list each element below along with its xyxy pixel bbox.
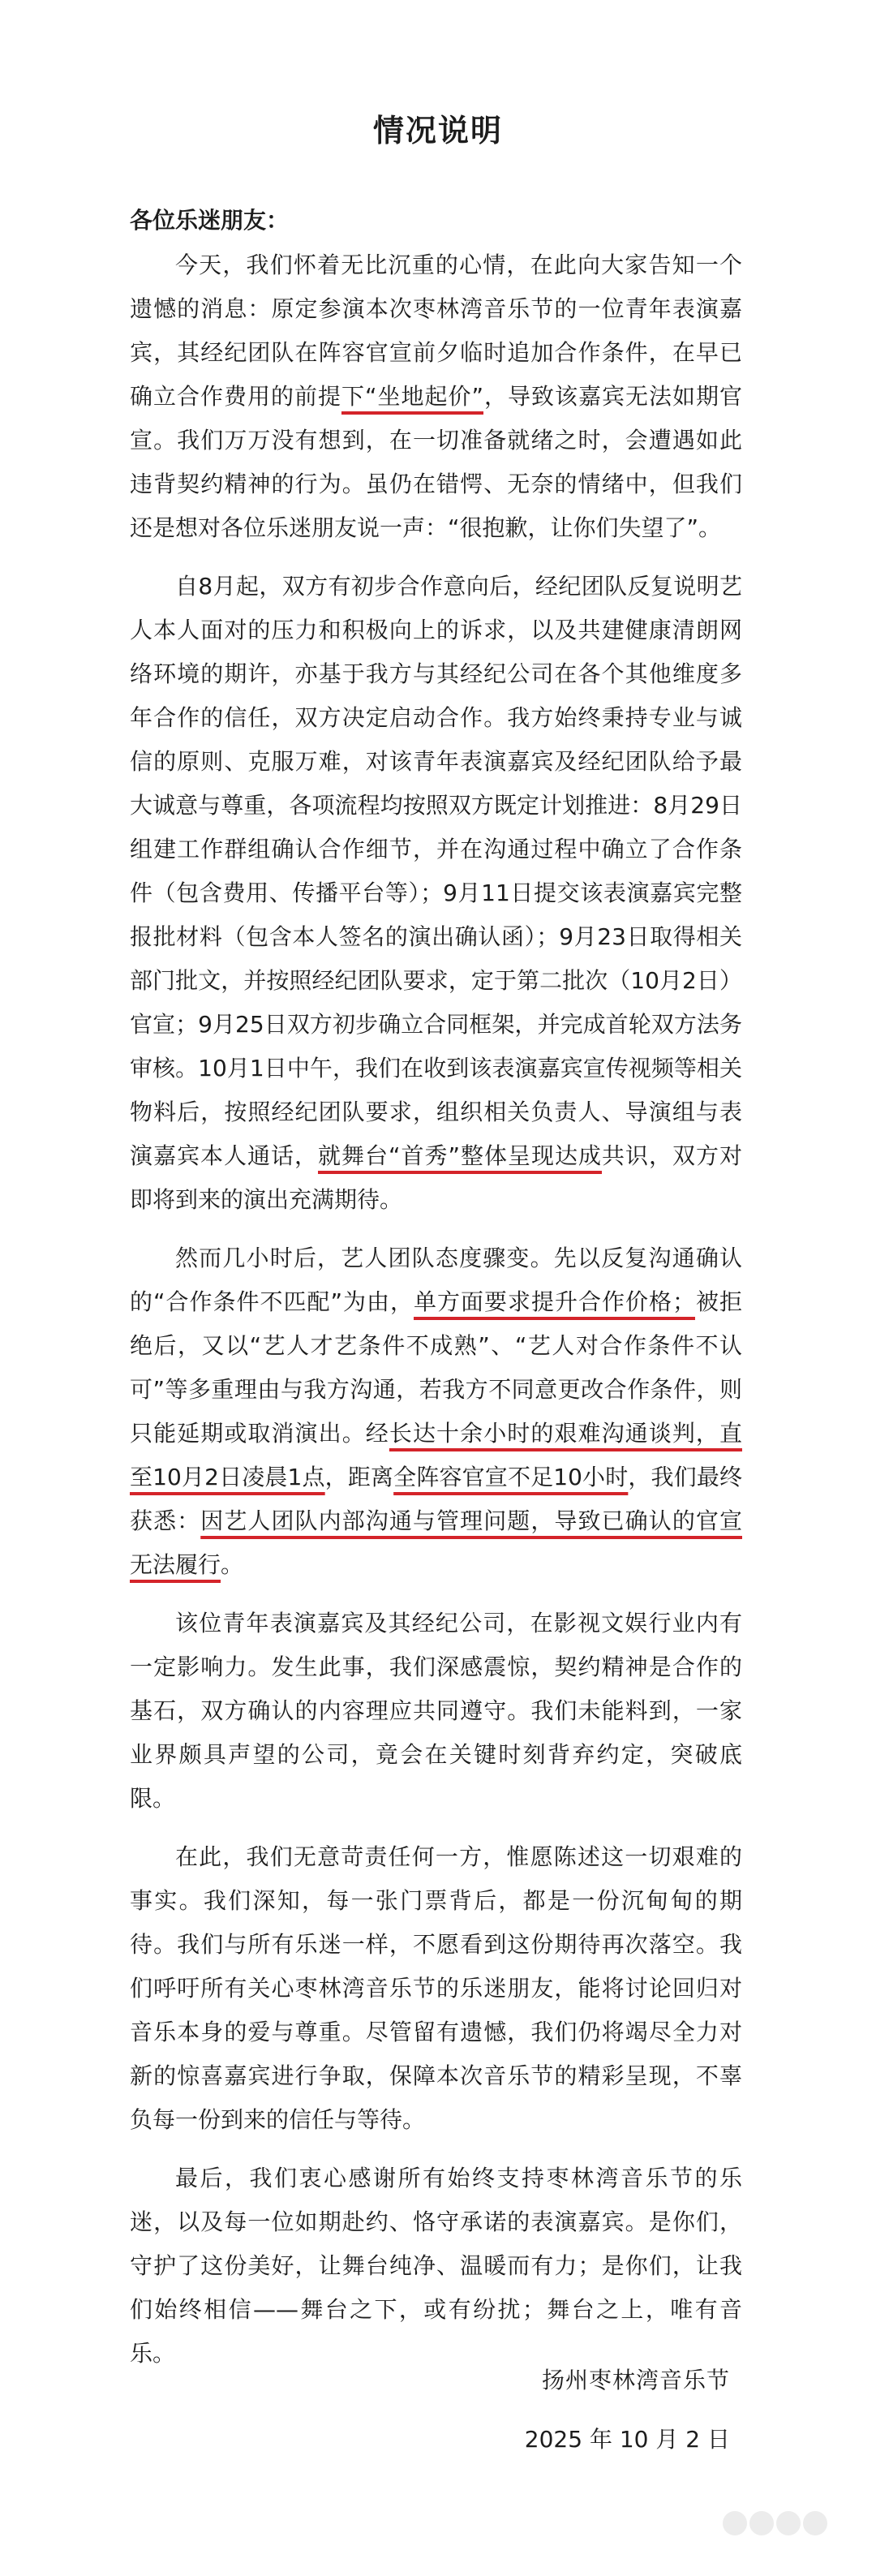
document-body [130,243,742,2390]
paragraph-text: 然而几小时后，艺人团队态度骤变。先以反复沟通确认的“合作条件不匹配”为由， [130,1245,742,1315]
signature-organization: 扬州枣林湾音乐节 [541,2367,730,2393]
paragraph-text: 今天，我们怀着无比沉重的心情，在此向大家告知一个遗憾的消息：原定参演本次枣林湾音乐节的一位青年表演嘉宾，其经纪团队在阵容官宣前夕临时追加合作条件，在早已确立合作费用的前提 [130,252,742,410]
paragraph-text: 被拒绝后，又以“艺人才艺条件不成熟”、“艺人对合作条件不认可”等多重理由与我方沟通，若我方不同意更改合作条件，则只能延期或取消演出。经 [130,1288,742,1447]
body-paragraph [130,565,742,1222]
watermark-dot [803,2511,827,2535]
body-paragraph [130,1602,742,1821]
watermark-dot [723,2511,747,2535]
red-underlined-text: 就舞台“首秀”整体呈现达成 [318,1142,602,1169]
watermark-dot [776,2511,801,2535]
body-paragraph [130,1236,742,1587]
body-paragraph [130,1835,742,2142]
paragraph-text: ，距离 [324,1464,394,1490]
red-underlined-text: 下“坐地起价” [341,383,484,410]
paragraph-text: 共识，双方对即将到来的演出充满期待。 [130,1142,742,1213]
paragraph-text: 自8月起，双方有初步合作意向后，经纪团队反复说明艺人本人面对的压力和积极向上的诉求，以及共建健康清朗网络环境的期许，亦基于我方与其经纪公司在各个其他维度多年合作的信任，双方决定启动合作。我方始终秉持专业与诚信的原则、克服万难，对该青年表演嘉宾及经纪团队给予最大诚意与尊重，各项流程均按照双方既定计划推进：8月29日组建工作群组确认合作细节，并在沟通过程中确立了合作条件（包含费用、传播平台等）；9月11日提交该表演嘉宾完整报批材料（包含本人签名的演出确认函）；9月23日取得相关部门批文，并按照经纪团队要求，定于第二批次（10月2日）官宣；9月25日双方初步确立合同框架，并完成首轮双方法务审核。10月1日中午，我们在收到该表演嘉宾宣传视频等相关物料后，按照经纪团队要求，组织相关负责人、导演组与表演嘉宾本人通话， [130,573,742,1169]
paragraph-text: ，我们最终获悉： [130,1464,742,1534]
red-underlined-text: 全阵容官宣不足10小时 [393,1464,629,1490]
paragraph-text: ，导致该嘉宾无法如期官宣。我们万万没有想到，在一切准备就绪之时，会遭遇如此违背契约精神的行为。虽仍在错愕、无奈的情绪中，但我们还是想对各位乐迷朋友说一声：“很抱歉，让你们失望了”。 [130,383,742,541]
watermark-dot [749,2511,774,2535]
red-underlined-text: 单方面要求提升合作价格； [414,1288,695,1315]
red-underlined-text: 因艺人团队内部沟通与管理问题，导致已确认的官宣无法履行 [130,1507,742,1578]
body-paragraph [130,243,742,550]
document-title: 情况说明 [372,113,503,148]
red-underlined-text: 长达十余小时的艰难沟通谈判，直至10月2日凌晨1点 [130,1420,742,1490]
paragraph-text: 在此，我们无意苛责任何一方，惟愿陈述这一切艰难的事实。我们深知，每一张门票背后，都是一份沉甸甸的期待。我们与所有乐迷一样，不愿看到这份期待再次落空。我们呼吁所有关心枣林湾音乐节的乐迷朋友，能将讨论回归对音乐本身的爱与尊重。尽管留有遗憾，我们仍将竭尽全力对新的惊喜嘉宾进行争取，保障本次音乐节的精彩呈现，不辜负每一份到来的信任与等待。 [130,1843,742,2133]
paragraph-text: 最后，我们衷心感谢所有始终支持枣林湾音乐节的乐迷，以及每一位如期赴约、恪守承诺的表演嘉宾。是你们，守护了这份美好，让舞台纯净、温暖而有力；是你们，让我们始终相信——舞台之下，或有纷扰；舞台之上，唯有音乐。 [130,2165,742,2367]
paragraph-text: 。 [221,1551,244,1578]
platform-watermark [723,2511,827,2535]
salutation: 各位乐迷朋友： [130,207,290,234]
paragraph-text: 该位青年表演嘉宾及其经纪公司，在影视文娱行业内有一定影响力。发生此事，我们深感震惊，契约精神是合作的基石，双方确认的内容理应共同遵守。我们未能料到，一家业界颇具声望的公司，竟会在关键时刻背弃约定，突破底限。 [130,1610,742,1812]
signature-date: 2025 年 10 月 2 日 [524,2426,730,2453]
body-paragraph [130,2157,742,2376]
